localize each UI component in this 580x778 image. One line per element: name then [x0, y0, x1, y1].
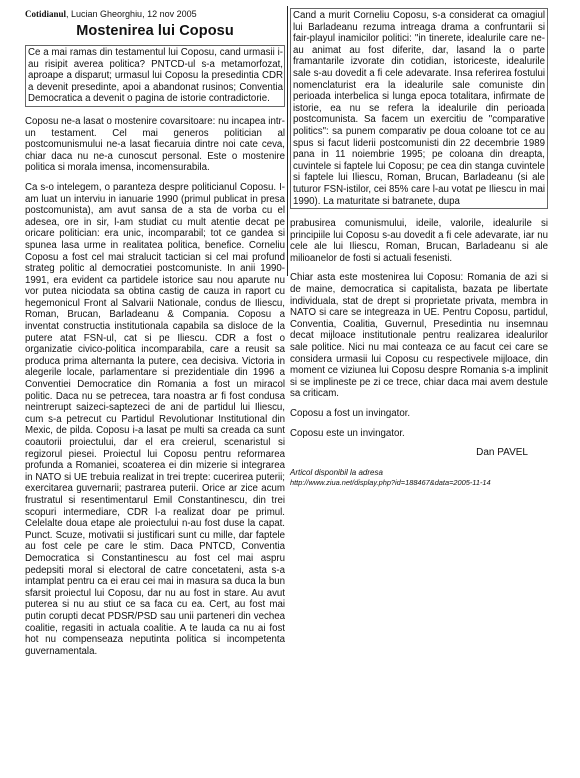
source-label: Articol disponibil la adresa — [290, 468, 383, 478]
body-paragraph: Ca s-o intelegem, o paranteza despre politicianul Coposu. I-am luat un interviu in ianuarie 1990 (primul publicat in presa postcomunista), am avut sansa de a sta de vorba cu el adesea, ore in sir, l-am studiat cu mult atentie decat pe oricare politician: era unic, incomparabil; tot ce gandea si spunea lasa urme in realitatea politica, benefice. Corneliu Coposu a fost cel mai stralucit tactician si cel mai profund strateg politic al democratiei postcomuniste. In anii 1990-1991, era evident ca partidele istorice sau nou aparute nu vor putea niciodata sa obtina castig de cauza in raport cu hegemonicul Front al Salvarii Nationale, condus de Iliescu, Roman, Brucan, Barladeanu & Compania. Coposu a inventat constructia institutionala capabila sa disloce de la putere atat FSN-ul, cat si pe Iliescu. CDR a fost o organizatie civico-politica incomparabila, care a reusit sa produca prima alternanta la putere, cea decisiva. Victoria in alegerile locale, parlamentare si prezidentiale din 1996 a Conventiei Democratice din Romania a fost un miracol politic. Daca nu se petrecea, tara noastra ar fi fost condusa neintrerupt saizeci-saptezeci de ani de partidul lui Iliescu, cum s-a petrecut cu Partidul Revolutionar Institutional din Mexic, de pilda. Coposu i-a lasat pe multi sa creada ca sunt coautorii proiectului, dar el era creierul, scenaristul si regizorul piesei. Proiectul lui Coposu pentru reformarea profunda a Romaniei, scoaterea ei din mizerie si integrarea in NATO si UE trebuia realizat in trei trepte: cucerirea puterii; exercitarea guvernarii; pastrarea puterii. Orice ar zice acum frustratul si resentimentarul Emil Constantinescu, din trei scopuri intermediare, CDR l-a realizat doar pe primul. Celelalte doua etape ale proiectului n-au fost duse la capat. Punct. Scuze, motivatii si justificari sunt cu mille, dar faptele au fost cele pe care le stim. Daca PNTCD, Conventia Democratica si Constantinescu au fost cel mai aspru pedepsiti moral si electoral de catre concetateni, asta s-a intamplat pentru ca ei erau cei mai in masura sa duca la bun sfarsit proiectul lui Coposu, dar nu au fost in stare. Au avut puterea si nu au stiut ce sa faca cu ea. Cert, au fost mai putin corupti decat PDSR/PSD sau unii parteneri din vechea coalitie, regasiti in actuala coalitie. A te lauda ca nu ai fost hot nu compenseaza neputinta politica si incompetenta guvernamentala. — [25, 181, 285, 657]
right-column — [290, 8, 548, 488]
intro-paragraph: Ce a mai ramas din testamentul lui Coposu, cand urmasii i-au risipit averea politica? PNTCD-ul s-a metamorfozat, aproape a disparut; urmasul lui Coposu la presedintia CDR a devenit presedinte, apoi a abandonat rusinos; Conventia Democratica a devenit o pagina de istorie contradictorie. — [25, 45, 285, 107]
body-paragraph: Coposu ne-a lasat o mostenire covarsitoare: nu incapea intr-un testament. Cel mai generos politician al postcomunismului ne-a lasat fiecaruia dintre noi cate ceva, chiar daca nu ne-a cunoscut personal. Este o mostenire politica si morala imensa, incomensurabila. — [25, 115, 285, 174]
conclusion-line: Coposu este un invingator. — [290, 427, 405, 439]
article-title: Mostenirea lui Coposu — [76, 23, 234, 39]
article-author: Dan PAVEL — [476, 447, 528, 459]
source-link[interactable]: http://www.ziua.net/display.php?id=188467&data=2005-11-14 — [290, 478, 491, 488]
conclusion-line: Coposu a fost un invingator. — [290, 408, 411, 419]
body-paragraph: Chiar asta este mostenirea lui Coposu: Romania de azi si de maine, democratica si capitalista, bazata pe libertate individuala, stat de drept si proprietate privata, membra in NATO si care se integreaza in UE. Pentru Coposu, partidul, Conventia, Coalitia, Guvernul, Presedintia nu insemnau decat mijloace institutionale pentru realizarea idealurilor sale politice. Nici nu mai conteaza ce au facut cei care se considera urmasii lui Coposu cu respectivele mijloace, din moment ce viziunea lui Coposu despre Romania s-a implinit si se implineste pe zi ce trece, chiar daca mai avem destule sa criticam. — [290, 272, 548, 400]
body-paragraph: prabusirea comunismului, ideile, valorile, idealurile si principiile lui Coposu s-au dovedit a fi cele adevarate, iar nu cele ale lui Iliescu, Roman, Brucan, Barladeanu si ale milioanelor de fosti si actuali fesenisti. — [290, 218, 548, 264]
byline — [25, 8, 285, 20]
publication-name: Cotidianul — [25, 9, 67, 19]
column-divider — [287, 6, 288, 276]
byline-author-date: , Lucian Gheorghiu, 12 nov 2005 — [66, 9, 197, 19]
right-top-box — [290, 8, 548, 209]
left-column — [25, 8, 285, 665]
body-paragraph: Cand a murit Corneliu Coposu, s-a considerat ca omagiul lui Barladeanu rezuma intreaga drama a confruntarii si fair-playul inamicilor politici: "in tinerete, idealurile care ne-au animat au fost diferite, dar, lasand la o parte framantarile izvorate din cotidian, istoriceste, idealurile sale s-au dovedit a fi cele adevarate. Insa referirea fostului nomenclaturist era la idealurile sale comuniste din perioada interbelica si lunga epoca totalitara, infirmate de istorie, ea nu se refera la idealurile din perioada postcomunista. Sa facem un exercitiu de "comparative politics": sa punem comparativ pe doua coloane tot ce au spus si facut liderii postcomunisti din 22 decembrie 1989 pana in 11 noiembrie 1995; pe coloana din dreapta, cuvintele si faptele lui Coposu; pe cea din stanga cuvintele si faptele lui Iliescu, Roman, Brucan, Barladeanu (si ale tuturor FSN-istilor, cei 85% care l-au votat pe Iliescu in mai 1990). La maturitate si batranete, dupa — [293, 10, 545, 207]
